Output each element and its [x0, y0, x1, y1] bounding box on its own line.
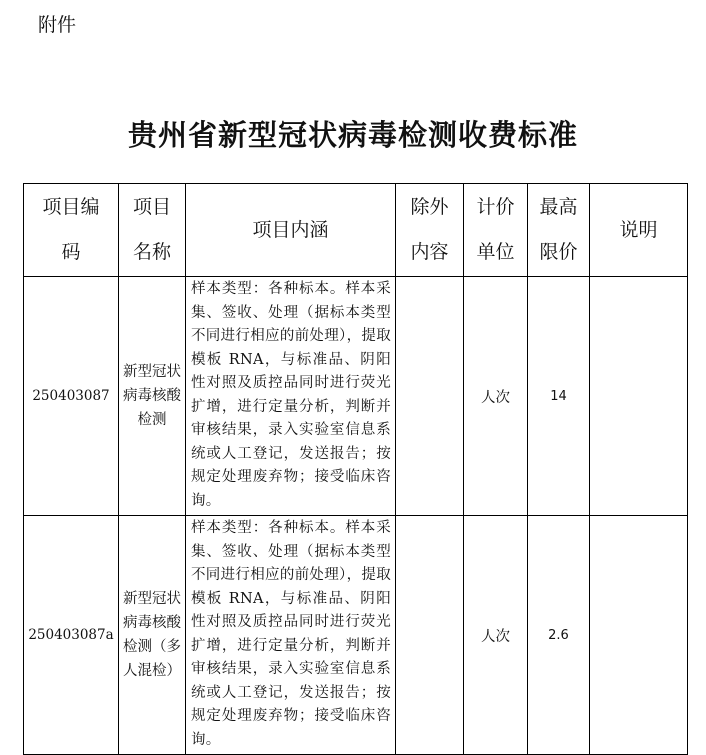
header-note: 说明 — [590, 184, 688, 277]
document-title: 贵州省新型冠状病毒检测收费标准 — [127, 118, 578, 152]
table-row — [24, 516, 688, 755]
cell-content: 样本类型：各种标本。样本采集、签收、处理（据标本类型不同进行相应的前处理），提取模板 RNA，与标准品、阴阳性对照及质控品同时进行荧光扩增，进行定量分析，判断并审核结果，录入实验室信息系统或人工登记，发送报告；按规定处理废弃物；接受临床咨询。 — [186, 516, 396, 755]
table-row — [24, 277, 688, 516]
cell-note — [590, 277, 688, 516]
header-row — [24, 184, 688, 277]
cell-unit: 人次 — [464, 277, 528, 516]
cell-content: 样本类型：各种标本。样本采集、签收、处理（据标本类型不同进行相应的前处理），提取模板 RNA，与标准品、阴阳性对照及质控品同时进行荧光扩增，进行定量分析，判断并审核结果，录入实验室信息系统或人工登记，发送报告；按规定处理废弃物；接受临床咨询。 — [186, 277, 396, 516]
header-unit: 计价单位 — [464, 184, 528, 277]
header-max-price: 最高限价 — [528, 184, 590, 277]
cell-unit: 人次 — [464, 516, 528, 755]
cell-name: 新型冠状病毒核酸检测 — [119, 277, 186, 516]
header-name: 项目名称 — [119, 184, 186, 277]
header-exclusion: 除外内容 — [396, 184, 464, 277]
attachment-label: 附件 — [38, 14, 77, 36]
cell-max-price: 2.6 — [528, 516, 590, 755]
cell-code: 250403087a — [24, 516, 119, 755]
cell-name: 新型冠状病毒核酸检测（多人混检） — [119, 516, 186, 755]
cell-exclusion — [396, 277, 464, 516]
header-code: 项目编码 — [24, 184, 119, 277]
cell-exclusion — [396, 516, 464, 755]
fee-standard-table — [23, 183, 688, 755]
header-content: 项目内涵 — [186, 184, 396, 277]
cell-max-price: 14 — [528, 277, 590, 516]
cell-code: 250403087 — [24, 277, 119, 516]
cell-note — [590, 516, 688, 755]
